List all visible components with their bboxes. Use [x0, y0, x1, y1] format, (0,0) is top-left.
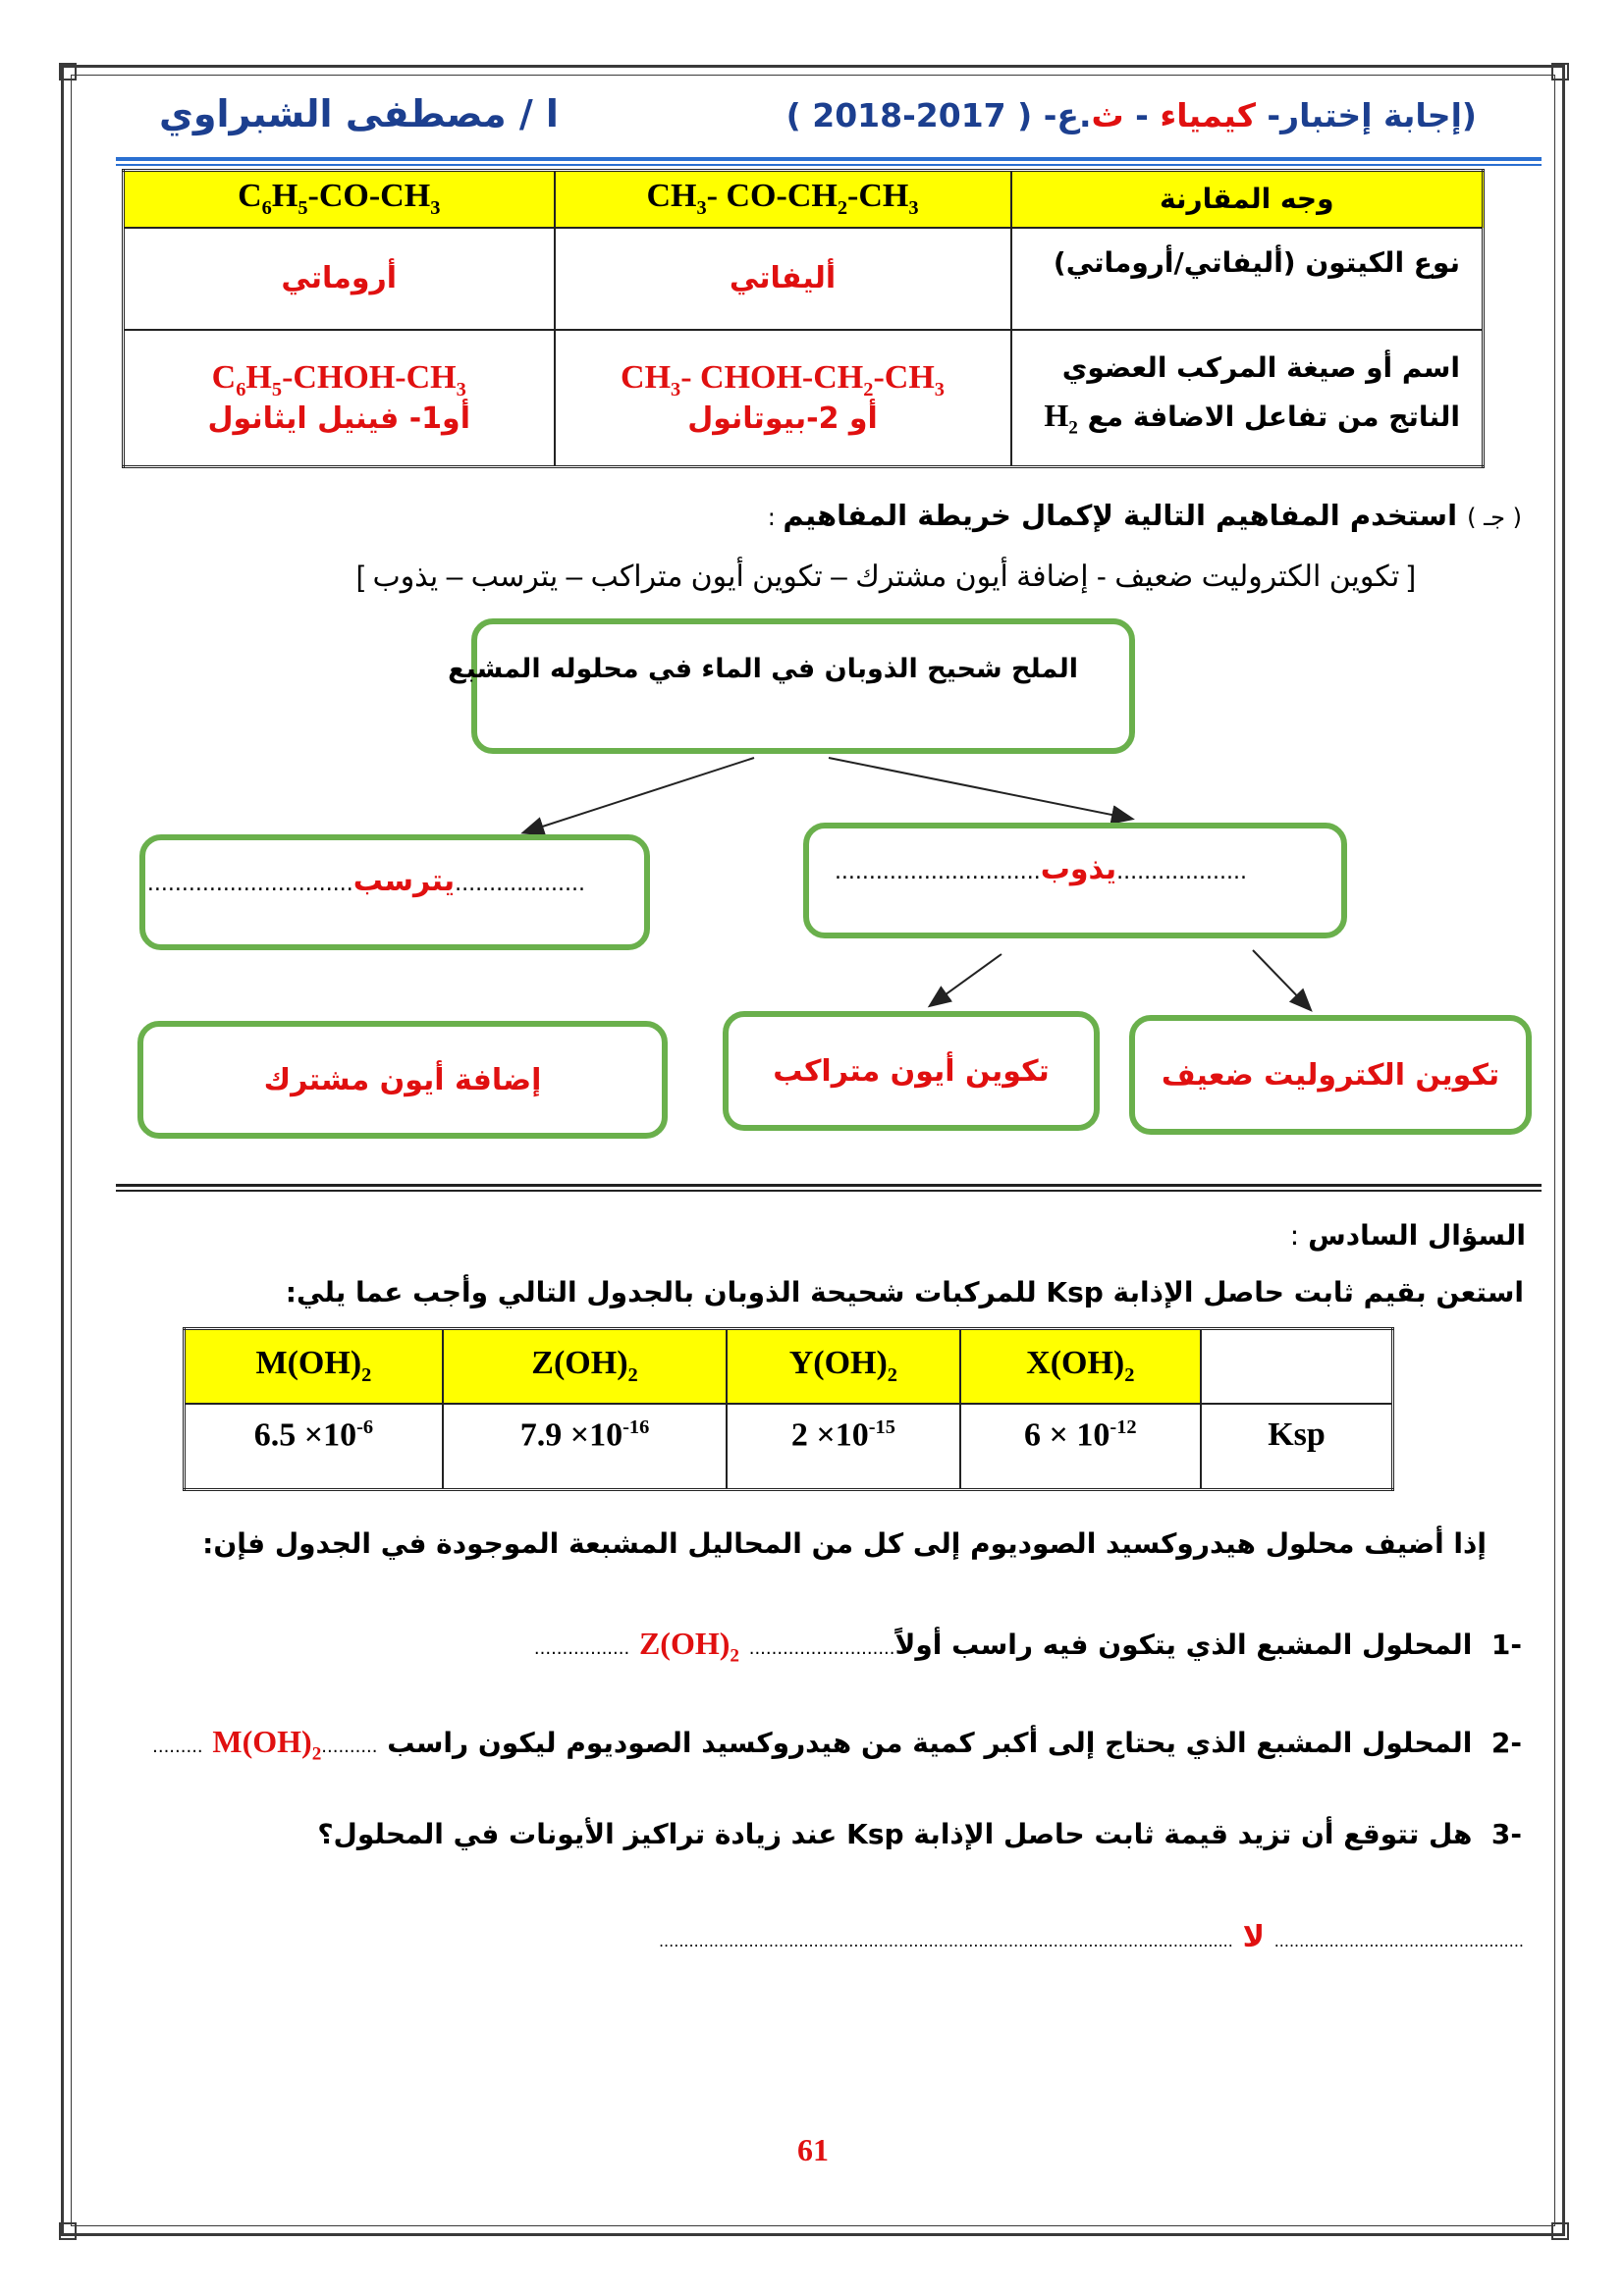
- ksp-header-m: $M(OH)_2$: [185, 1329, 443, 1404]
- frame-corner: [1542, 53, 1575, 86]
- concept-box-salt: [448, 618, 1135, 754]
- row-label-line2: الناتج من تفاعل الاضافة مع $H_2$: [1044, 397, 1460, 438]
- question-item-2: -2 المحلول المشبع الذي يحتاج إلى أكبر كمية من هيدروكسيد الصوديوم ليكون راسب $..........M(OH)_2$ .........: [152, 1724, 1522, 1765]
- page-header: [88, 90, 1536, 149]
- frame-corner: [1542, 2213, 1575, 2246]
- row-label-ketone-type: نوع الكيتون (أليفاتي/أروماتي): [1011, 228, 1484, 330]
- author-name: ا / مصطفى الشبراوي: [159, 92, 559, 135]
- ksp-table: [183, 1327, 1394, 1491]
- ksp-row-label: Ksp: [1201, 1404, 1392, 1490]
- answer-item-3: لا: [1242, 1920, 1265, 1954]
- ksp-header-empty: [1201, 1329, 1392, 1404]
- answer-dissolve: يذوب: [1040, 852, 1117, 886]
- concept-box-dissolve: [803, 823, 1347, 938]
- question-six-prompt: إذا أضيف محلول هيدروكسيد الصوديوم إلى كل من المحاليل المشبعة الموجودة في الجدول فإن:: [202, 1527, 1487, 1560]
- title-grade: ث: [1091, 96, 1124, 134]
- concept-box-complex-ion: [723, 1011, 1100, 1131]
- name-phenylethanol: أو1- فينيل ايثانول: [207, 401, 470, 437]
- table-header-acetophenone: $C_6H_5-CO-CH_3$: [124, 171, 555, 228]
- concept-box-weak-electrolyte: [1129, 1015, 1532, 1135]
- dissolve-fill: ...................يذوب..............................: [834, 852, 1247, 886]
- table-header-comparison: وجه المقارنة: [1011, 171, 1484, 228]
- title-sep: -: [1123, 96, 1161, 134]
- table-header-butanone: $CH_3-$ $CO-CH_2-CH_3$: [555, 171, 1011, 228]
- answer-item-1: $Z(OH)_2$: [638, 1626, 739, 1667]
- answer-item-2: $M(OH)_2$: [212, 1724, 322, 1765]
- frame-corner: [49, 53, 82, 86]
- ksp-value-x: $6 \times 10^{-12}$: [960, 1404, 1201, 1490]
- header-rule: [116, 157, 1542, 161]
- formula-butanol: $CH_3-$ CHOH-$CH_2-CH_3$: [621, 359, 945, 401]
- ksp-header-z: $Z(OH)_2$: [443, 1329, 727, 1404]
- concept-salt-text: الملح شحيح الذوبان في الماء في محلوله المشبع: [448, 654, 1078, 684]
- title-sep: -: [1255, 96, 1281, 134]
- precipitate-fill: ...................يترسب..............................: [146, 864, 585, 898]
- title-sep: -: [1032, 96, 1057, 134]
- exam-title: [786, 96, 1477, 134]
- section-j-title: ( جـ ) استخدم المفاهيم التالية لإكمال خريطة المفاهيم :: [767, 499, 1522, 532]
- ksp-header-y: $Y(OH)_2$: [727, 1329, 959, 1404]
- ksp-header-x: $X(OH)_2$: [960, 1329, 1201, 1404]
- row-label-addition-product: اسم أو صيغة المركب العضوي الناتج من تفاعل الاضافة مع $H_2$: [1011, 330, 1484, 467]
- formula-phenylethanol: $C_6H_5-CHOH-CH_3$: [211, 359, 466, 401]
- answer-line-3: .................................................. لا ...................................................................................................................: [658, 1920, 1524, 1954]
- answer-common-ion: إضافة أيون مشترك: [263, 1062, 542, 1097]
- concept-box-precipitate: [139, 834, 650, 950]
- concept-list: [ تكوين الكتروليت ضعيف - إضافة أيون مشترك – تكوين أيون متراكب – يترسب – يذوب ]: [355, 561, 1416, 593]
- answer-complex-ion: تكوين أيون متراكب: [773, 1053, 1050, 1089]
- addition-product-aliphatic: [555, 330, 1011, 467]
- comparison-table: [122, 169, 1485, 468]
- ksp-value-m: $6.5 \times 10^{-6}$: [185, 1404, 443, 1490]
- ksp-value-z: $7.9 \times 10^{-16}$: [443, 1404, 727, 1490]
- title-open: (: [1461, 96, 1477, 134]
- answer-weak-electrolyte: تكوين الكتروليت ضعيف: [1161, 1057, 1500, 1093]
- question-six-title: السؤال السادس :: [1289, 1219, 1526, 1252]
- ketone-type-aliphatic: أليفاتي: [555, 228, 1011, 330]
- header-rule: [116, 164, 1542, 166]
- question-item-1: -1 المحلول المشبع الذي يتكون فيه راسب أولاً.......................... $Z(OH)_2$ .................: [533, 1626, 1522, 1667]
- section-divider: [116, 1190, 1542, 1192]
- question-six-intro: استعن بقيم ثابت حاصل الإذابة Ksp للمركبات شحيحة الذوبان بالجدول التالي وأجب عما يلي:: [285, 1276, 1524, 1308]
- ketone-type-aromatic: أروماتي: [124, 228, 555, 330]
- addition-product-aromatic: [124, 330, 555, 467]
- answer-precipitate: يترسب: [352, 864, 456, 898]
- frame-corner: [49, 2213, 82, 2246]
- ksp-value-y: $2 \times 10^{-15}$: [727, 1404, 959, 1490]
- section-divider: [116, 1184, 1542, 1187]
- title-subject: كيمياء: [1160, 96, 1256, 134]
- title-grade-suffix: .ع: [1056, 96, 1092, 134]
- concept-box-common-ion: [137, 1021, 668, 1139]
- question-item-3: -3 هل تتوقع أن تزيد قيمة ثابت حاصل الإذابة Ksp عند زيادة تراكيز الأيونات في المحلول؟: [317, 1818, 1522, 1850]
- page-number: 61: [797, 2132, 829, 2167]
- title-part1: إجابة إختبار: [1280, 96, 1462, 134]
- title-year: ( 2017-2018 ): [785, 96, 1033, 134]
- name-butanol: أو 2-بيوتانول: [687, 401, 878, 437]
